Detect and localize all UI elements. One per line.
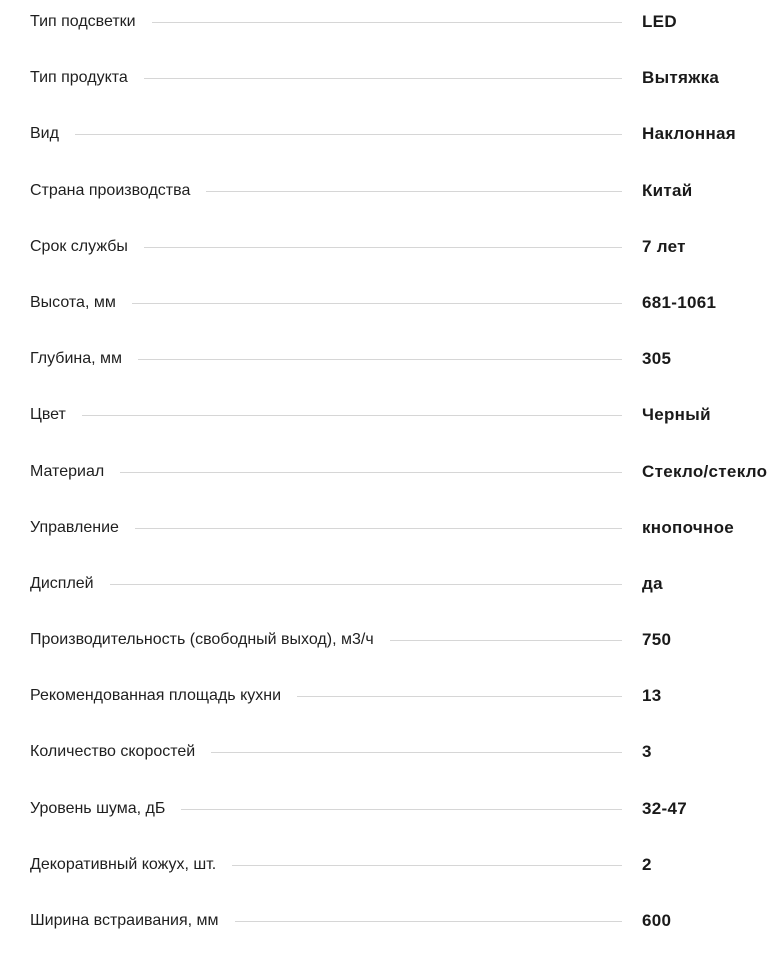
spec-value: Наклонная bbox=[642, 124, 737, 144]
spec-label: Управление bbox=[30, 518, 119, 536]
spec-label: Рекомендованная площадь кухни bbox=[30, 687, 282, 705]
spec-value: 600 bbox=[642, 911, 672, 930]
spec-value: 3 bbox=[642, 742, 652, 762]
spec-value: Стекло/стекло bbox=[642, 461, 768, 481]
leader-line bbox=[110, 584, 622, 585]
spec-row-color bbox=[30, 393, 784, 449]
leader-line bbox=[135, 528, 622, 529]
spec-value: 13 bbox=[642, 686, 662, 706]
spec-label: Производительность (свободный выход), м3/ч bbox=[30, 631, 374, 649]
spec-row-kitchen-area bbox=[30, 674, 784, 730]
spec-value: 750 bbox=[642, 630, 672, 650]
spec-label: Материал bbox=[30, 462, 105, 480]
leader-line bbox=[152, 22, 622, 23]
spec-row-decorative-casing bbox=[30, 843, 784, 899]
leader-line bbox=[144, 78, 622, 79]
spec-value: кнопочное bbox=[642, 517, 735, 537]
spec-label: Высота, мм bbox=[30, 293, 116, 311]
spec-label: Срок службы bbox=[30, 237, 128, 255]
leader-line bbox=[297, 696, 622, 697]
spec-row-depth bbox=[30, 337, 784, 393]
leader-line bbox=[120, 472, 622, 473]
spec-value: 2 bbox=[642, 854, 652, 874]
spec-row-material bbox=[30, 450, 784, 506]
leader-line bbox=[206, 191, 622, 192]
leader-line bbox=[132, 303, 622, 304]
specifications-list bbox=[30, 0, 784, 955]
spec-value: да bbox=[642, 573, 663, 593]
leader-line bbox=[211, 752, 622, 753]
spec-label: Дисплей bbox=[30, 574, 94, 592]
spec-value: 7 лет bbox=[642, 236, 686, 256]
leader-line bbox=[75, 134, 622, 135]
spec-label: Вид bbox=[30, 125, 59, 143]
spec-value: 32-47 bbox=[642, 798, 687, 818]
spec-row-backlight-type bbox=[30, 0, 784, 56]
spec-row-service-life bbox=[30, 225, 784, 281]
spec-row-performance bbox=[30, 618, 784, 674]
leader-line bbox=[82, 415, 622, 416]
spec-row-height bbox=[30, 281, 784, 337]
spec-row-kind bbox=[30, 112, 784, 168]
spec-value: Китай bbox=[642, 180, 693, 200]
spec-row-product-type bbox=[30, 56, 784, 112]
leader-line bbox=[232, 865, 622, 866]
spec-label: Тип подсветки bbox=[30, 13, 136, 30]
spec-label: Тип продукта bbox=[30, 69, 128, 87]
spec-value: LED bbox=[642, 12, 677, 31]
leader-line bbox=[390, 640, 622, 641]
spec-row-built-in-width bbox=[30, 899, 784, 955]
spec-label: Цвет bbox=[30, 406, 66, 424]
spec-row-speeds bbox=[30, 730, 784, 786]
leader-line bbox=[181, 809, 622, 810]
spec-row-control bbox=[30, 506, 784, 562]
spec-label: Глубина, мм bbox=[30, 350, 123, 368]
spec-label: Ширина встраивания, мм bbox=[30, 912, 219, 929]
spec-row-country bbox=[30, 169, 784, 225]
spec-label: Декоративный кожух, шт. bbox=[30, 855, 217, 873]
leader-line bbox=[144, 247, 622, 248]
leader-line bbox=[235, 921, 622, 922]
spec-row-noise-level bbox=[30, 787, 784, 843]
spec-value: Черный bbox=[642, 405, 711, 425]
spec-label: Страна производства bbox=[30, 181, 191, 199]
spec-label: Количество скоростей bbox=[30, 743, 196, 761]
spec-label: Уровень шума, дБ bbox=[30, 799, 166, 817]
spec-value: 305 bbox=[642, 349, 672, 369]
spec-row-display bbox=[30, 562, 784, 618]
spec-value: Вытяжка bbox=[642, 68, 720, 88]
leader-line bbox=[138, 359, 622, 360]
spec-value: 681-1061 bbox=[642, 292, 717, 312]
